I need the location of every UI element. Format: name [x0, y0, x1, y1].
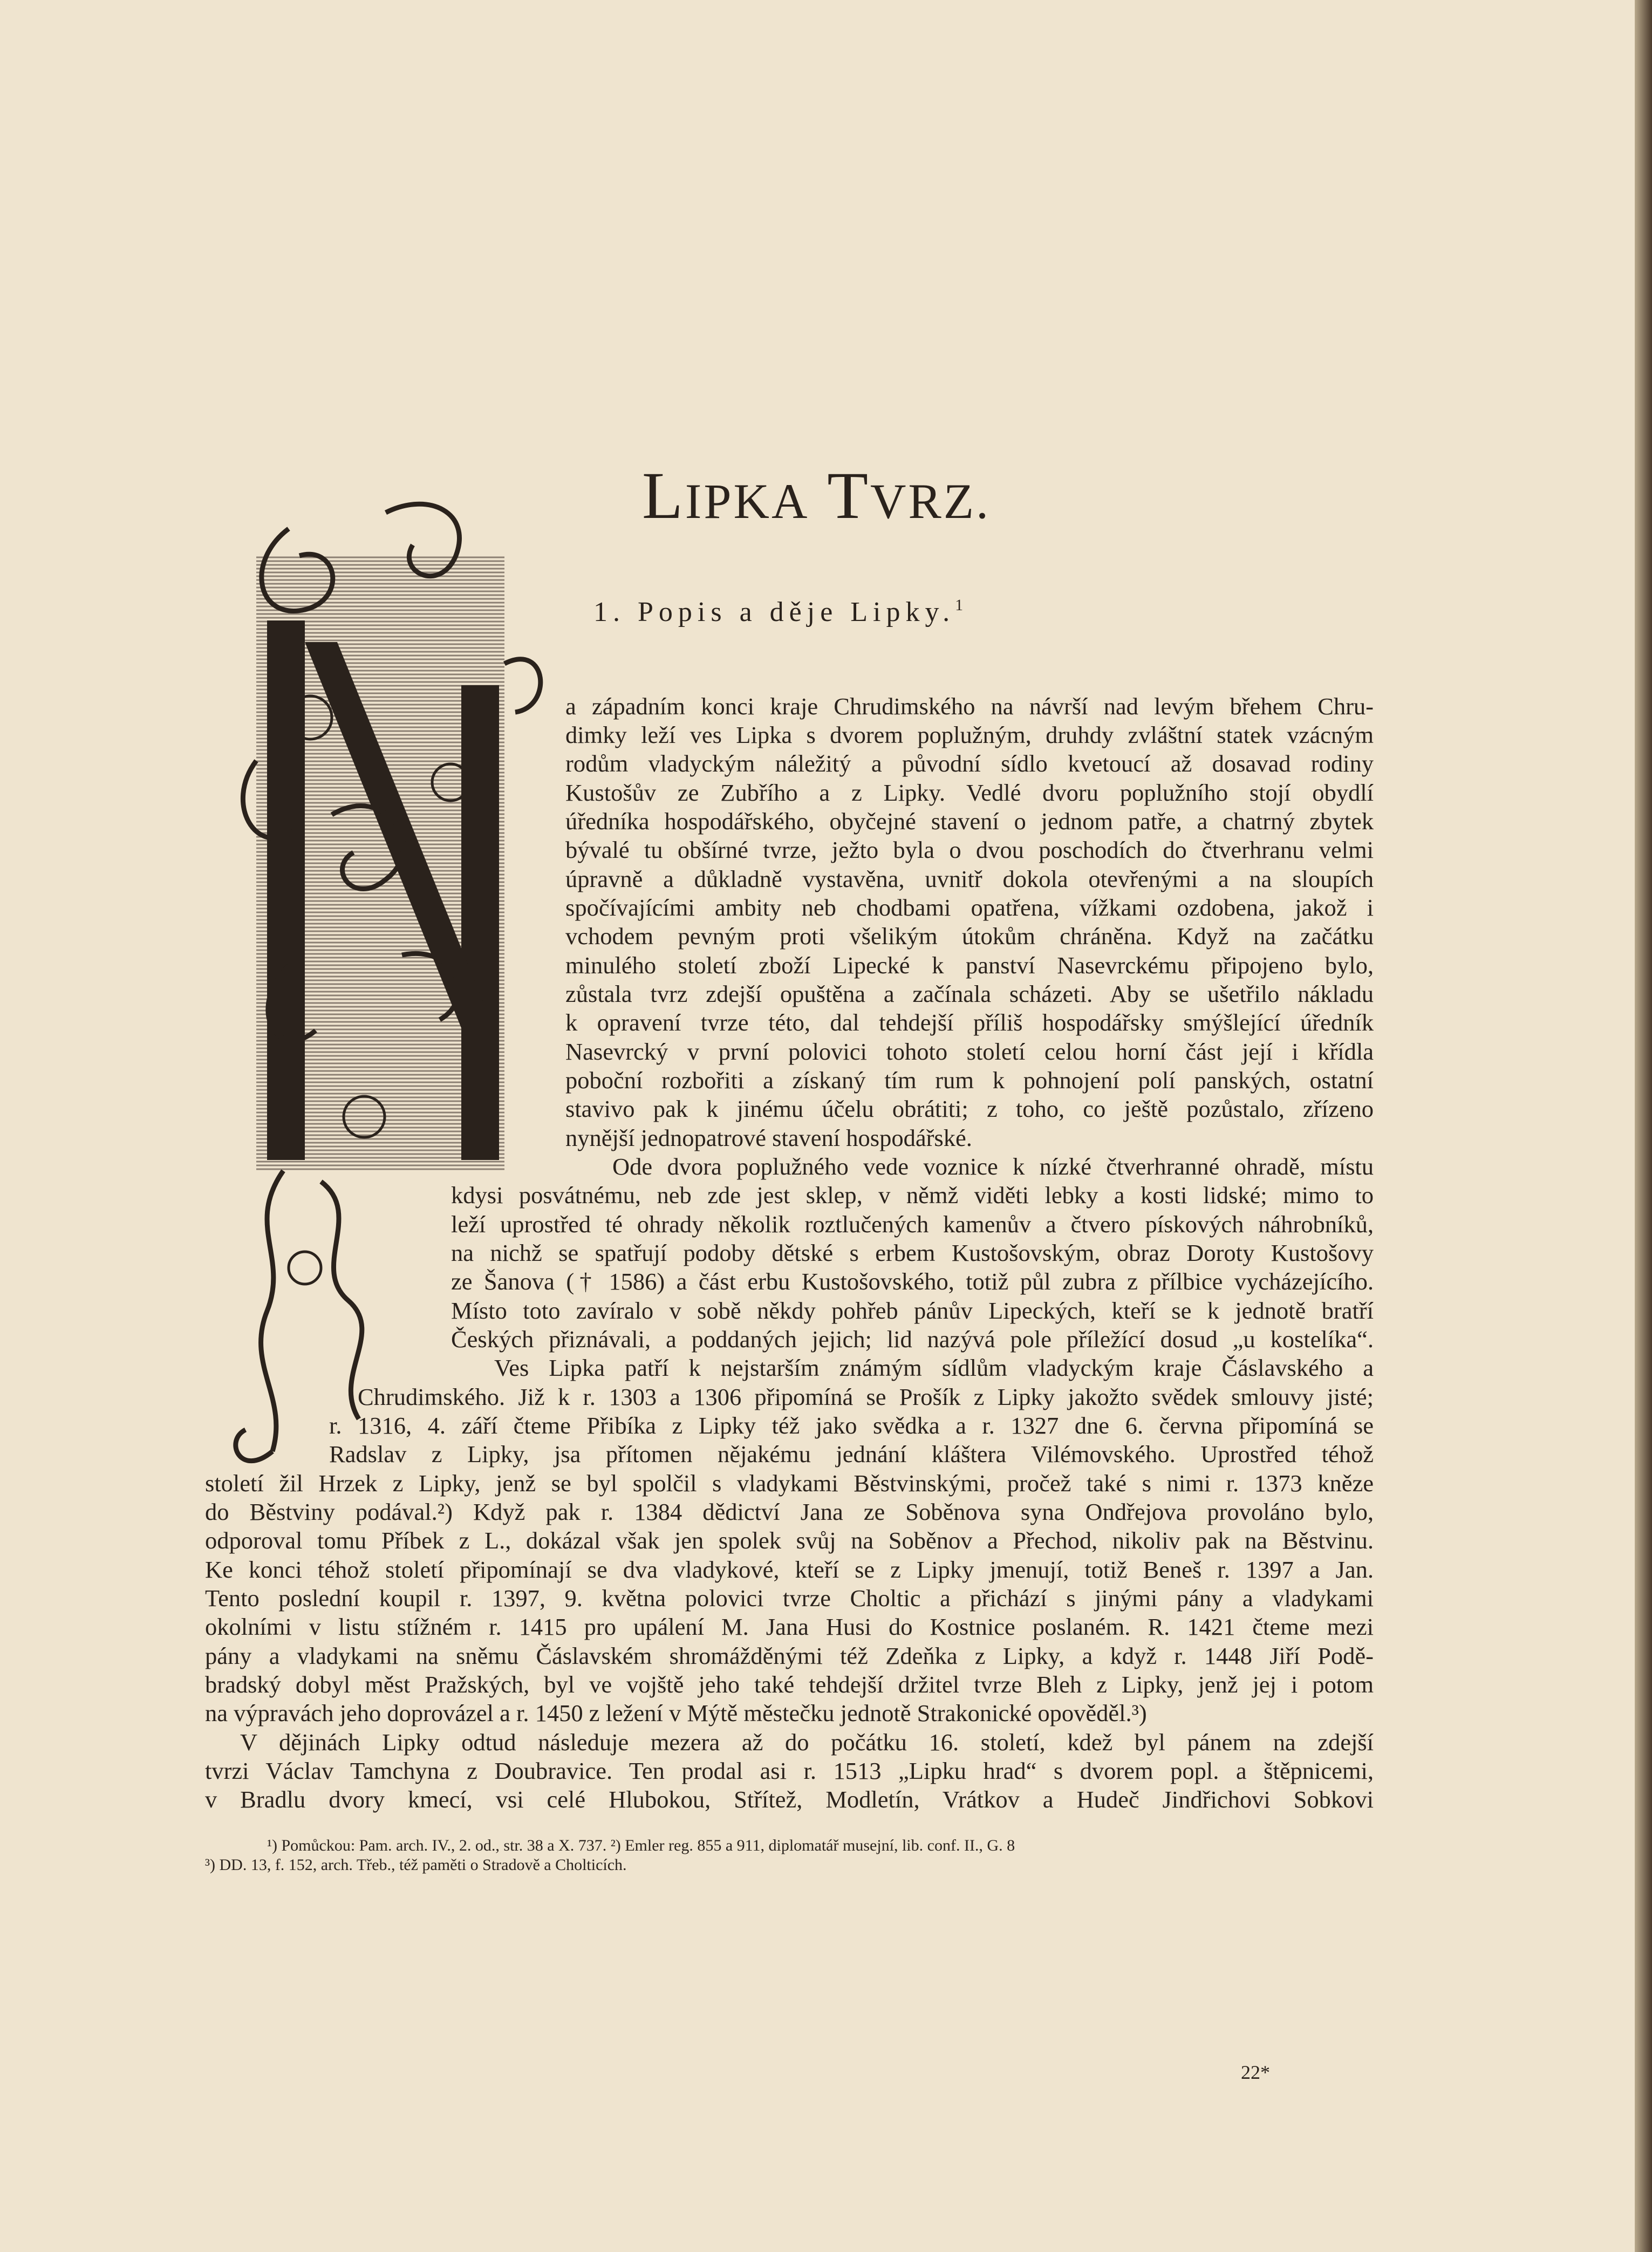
text-line: vchodem pevným proti všelikým útokům chráněna. Když na začátku: [565, 923, 1374, 950]
text-line: Chrudimského. Již k r. 1303 a 1306 připomíná se Prošík z Lipky jakožto svědek smlouvy jisté;: [358, 1383, 1374, 1410]
text-line: Ves Lipka patří k nejstarším známým sídlům vladyckým kraje Čáslavského a: [494, 1354, 1374, 1381]
text-line: na výpravách jeho doprovázel a r. 1450 z ležení v Mýtě městečku jednotě Strakonické opověděl.³): [205, 1700, 1147, 1726]
text-line: Místo toto zavíralo v sobě někdy pohřeb pánův Lipeckých, kteří se k jednotě bratří: [451, 1297, 1374, 1324]
text-line: Českých přiznávali, a poddaných jejich; lid nazývá pole příležící dosud „u kostelíka“.: [451, 1326, 1374, 1353]
text-line: pány a vladykami na sněmu Čáslavském shromážděnými též Zdeňka z Lipky, a když r. 1448 Jiří Podě-: [205, 1642, 1374, 1669]
text-line: Kustošův ze Zubřího a z Lipky. Vedlé dvoru poplužního stojí obydlí: [565, 779, 1374, 806]
text-line: Ke konci téhož století připomínají se dva vladykové, kteří se z Lipky jmenují, totiž Beneš r. 1397 a Jan.: [205, 1556, 1374, 1583]
section-number: 1.: [593, 597, 625, 627]
text-line: bradský dobyl měst Pražských, byl ve vojště jeho také tehdejší držitel tvrze Bleh z Lipky, jenž jej i potom: [205, 1671, 1374, 1698]
text-line: a západním konci kraje Chrudimského na návrší nad levým břehem Chru-: [565, 693, 1374, 720]
section-title: Popis a děje Lipky.: [638, 597, 955, 627]
text-line: bývalé tu obšírné tvrze, ježto byla o dvou poschodích do čtverhranu velmi: [565, 836, 1374, 863]
text-line: zůstala tvrz zdejší opuštěna a začínala scházeti. Aby se ušetřilo nákladu: [565, 980, 1374, 1007]
text-line: leží uprostřed té ohrady několik roztlučených kamenův a čtvero pískových náhrobníků,: [451, 1211, 1374, 1238]
section-heading: [593, 596, 1079, 628]
text-line: ze Šanova († 1586) a část erbu Kustošovského, totiž půl zubra z přílbice vycházejícího.: [451, 1268, 1374, 1295]
text-line: odporoval tomu Příbek z L., dokázal však jen spolek svůj na Soběnov a Přechod, nikoliv pak na Běstvinu.: [205, 1527, 1374, 1554]
page-title: [642, 458, 1074, 534]
title-smallcaps: VRZ.: [870, 474, 991, 529]
text-line: úředníka hospodářského, obyčejné stavení o jednom patře, a chatrný zbytek: [565, 808, 1374, 835]
text-line: minulého století zboží Lipecké k panství Nasevrckému připojeno bylo,: [565, 952, 1374, 979]
page-number: 22*: [1241, 2062, 1270, 2083]
page-edge: [1635, 0, 1652, 2252]
text-line: úpravně a důkladně vystavěna, uvnitř dokola otevřenými a na sloupích: [565, 865, 1374, 892]
title-capital: L: [642, 459, 685, 533]
text-line: r. 1316, 4. září čteme Přibíka z Lipky též jako svědka a r. 1327 dne 6. června připomíná se: [329, 1412, 1374, 1439]
text-line: rodům vladyckým náležitý a původní sídlo kvetoucí až dosavad rodiny: [565, 750, 1374, 777]
text-line: kdysi posvátnému, neb zde jest sklep, v němž viděti lebky a kosti lidské; mimo to: [451, 1182, 1374, 1209]
footnote-ref: 1: [955, 596, 964, 614]
text-line: Radslav z Lipky, jsa přítomen nějakému jednání kláštera Vilémovského. Uprostřed téhož: [329, 1441, 1374, 1468]
text-line: dimky leží ves Lipka s dvorem poplužným, druhdy zvláštní statek vzácným: [565, 721, 1374, 748]
text-line: stavivo pak k jinému účelu obrátiti; z toho, co ještě pozůstalo, zřízeno: [565, 1095, 1374, 1122]
text-line: nynější jednopatrové stavení hospodářské.: [565, 1124, 972, 1151]
text-line: tvrzi Václav Tamchyna z Doubravice. Ten prodal asi r. 1513 „Lipku hrad“ s dvorem popl. a štěpnicemi,: [205, 1757, 1374, 1784]
text-line: na nichž se spatřují podoby dětské s erbem Kustošovským, obraz Doroty Kustošovy: [451, 1239, 1374, 1266]
text-line: v Bradlu dvory kmecí, vsi celé Hlubokou, Střítež, Modletín, Vrátkov a Hudeč Jindřichovi Sobkovi: [205, 1786, 1374, 1813]
title-smallcaps: IPKA: [685, 474, 810, 529]
text-line: Tento poslední koupil r. 1397, 9. května polovici tvrze Choltic a přichází s jinými pány a vladykami: [205, 1585, 1374, 1612]
footnote: ³) DD. 13, f. 152, arch. Třeb., též paměti o Stradově a Cholticích.: [205, 1856, 627, 1874]
text-line: Nasevrcký v první polovici tohoto století celou horní část její i křídla: [565, 1038, 1374, 1065]
text-line: poboční rozbořiti a získaný tím rum k pohnojení polí panských, ostatní: [565, 1067, 1374, 1094]
text-line: století žil Hrzek z Lipky, jenž se byl spolčil s vladykami Běstvinskými, pročež také s nimi r. 1373 kněze: [205, 1470, 1374, 1497]
text-line: k opravení tvrze této, dal tehdejší příliš hospodářsky smýšlející úředník: [565, 1009, 1374, 1036]
text-line: Ode dvora poplužného vede voznice k nízké čtverhranné ohradě, místu: [612, 1153, 1374, 1180]
text-line: okolními v listu stížném r. 1415 pro upálení M. Jana Husi do Kostnice poslaném. R. 1421 čteme mezi: [205, 1613, 1374, 1640]
title-capital: T: [827, 459, 870, 533]
text-line: V dějinách Lipky odtud následuje mezera až do počátku 16. století, kdež byl pánem na zdejší: [240, 1729, 1374, 1756]
text-line: spočívajícími ambity neb chodbami opatřena, vížkami ozdobena, jakož i: [565, 894, 1374, 921]
text-line: do Běstviny podával.²) Když pak r. 1384 dědictví Jana ze Soběnova syna Ondřejova provoláno bylo,: [205, 1498, 1374, 1525]
footnote: ¹) Pomůckou: Pam. arch. IV., 2. od., str. 38 a X. 737. ²) Emler reg. 855 a 911, diplomatář musejní, lib. conf. II., G. 8: [267, 1837, 1015, 1854]
